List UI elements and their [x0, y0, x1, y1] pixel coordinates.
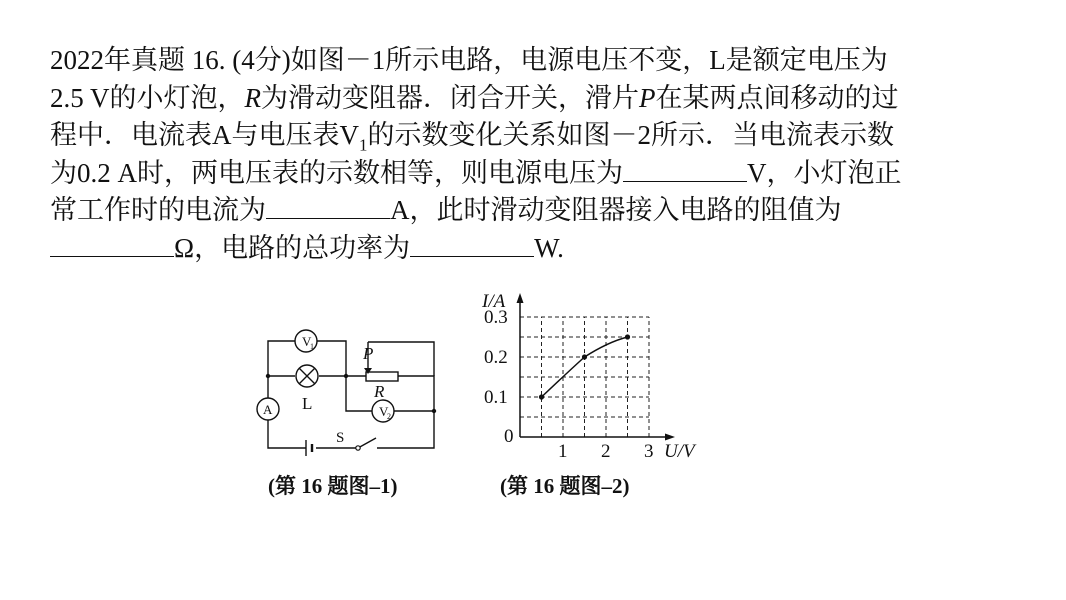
y-axis-label: I/A	[482, 291, 506, 312]
problem-text-segment: 程中．电流表A与电压表V	[50, 120, 359, 150]
problem-text-segment: Ω，电路的总功率为	[174, 232, 411, 263]
problem-text-segment: 2022年真题 16. (4分)如图－1所示电路，电源电压不变，L是额定电压为	[50, 45, 888, 75]
switch-label: S	[336, 430, 345, 446]
switch-lever	[358, 438, 376, 448]
wire	[368, 342, 434, 376]
wire	[317, 341, 346, 376]
problem-line-3	[50, 117, 1040, 155]
lamp-label: L	[302, 394, 313, 413]
problem-line-2	[50, 80, 1040, 118]
origin-label: 0	[504, 426, 514, 447]
axes	[517, 293, 676, 441]
x-axis-arrow-icon	[665, 434, 675, 441]
wire	[268, 420, 306, 448]
data-point	[582, 354, 587, 359]
junction-dot	[344, 374, 348, 378]
problem-text-segment: 为滑动变阻器．闭合开关，滑片	[261, 82, 640, 113]
problem-text	[50, 42, 1040, 267]
problem-text-segment: 常工作时的电流为	[50, 195, 266, 225]
problem-text-segment: 的示数变化关系如图－2所示．当电流表示数	[367, 120, 894, 150]
v2-subscript: 2	[387, 412, 391, 421]
circuit-diagram	[250, 318, 450, 458]
x-axis-label: U/V	[664, 441, 695, 462]
problem-text-segment: A，此时滑动变阻器接入电路的阻值为	[390, 195, 842, 225]
x-tick-label: 3	[644, 441, 654, 462]
subscript: 1	[359, 135, 368, 155]
slider-label: P	[363, 344, 374, 363]
problem-line-1	[50, 42, 1040, 80]
grid	[520, 317, 649, 437]
figure-1-caption: (第 16 题图–1)	[268, 474, 398, 498]
problem-text-segment: 为0.2 A时，两电压表的示数相等，则电源电压为	[50, 157, 623, 188]
data-point	[625, 334, 630, 339]
problem-line-6	[50, 230, 1040, 268]
wire	[398, 376, 434, 411]
problem-text-segment: W.	[534, 232, 564, 263]
v1-subscript: 1	[310, 342, 314, 351]
problem-line-4	[50, 155, 1040, 193]
ammeter-label: A	[263, 402, 273, 417]
rheostat-label: R	[374, 382, 385, 401]
problem-text-segment: 2.5 V的小灯泡，	[50, 82, 245, 113]
junction-dot	[432, 409, 436, 413]
variable-r: R	[244, 82, 262, 113]
x-tick-label: 2	[601, 441, 611, 462]
y-axis-arrow-icon	[517, 293, 524, 303]
wire	[268, 341, 295, 376]
v1-label: V	[302, 334, 312, 349]
answer-blank-voltage[interactable]	[623, 155, 747, 182]
problem-text-segment: V，小灯泡正	[747, 157, 902, 188]
answer-blank-resistance[interactable]	[50, 230, 174, 257]
iu-graph	[475, 275, 715, 465]
x-tick-label: 1	[558, 441, 568, 462]
problem-line-5	[50, 192, 1040, 230]
rheostat-body	[366, 372, 398, 381]
data-point	[539, 394, 544, 399]
y-tick-label: 0.3	[484, 307, 508, 328]
answer-blank-current[interactable]	[266, 192, 390, 219]
figure-2-caption: (第 16 题图–2)	[500, 474, 630, 498]
junction-dot	[266, 374, 270, 378]
answer-blank-power[interactable]	[410, 230, 534, 257]
variable-p: P	[639, 82, 656, 113]
y-tick-label: 0.1	[484, 387, 508, 408]
v2-label: V	[379, 404, 389, 419]
switch-contact	[356, 446, 360, 450]
problem-text-segment: 在某两点间移动的过	[655, 82, 899, 113]
y-tick-label: 0.2	[484, 347, 508, 368]
